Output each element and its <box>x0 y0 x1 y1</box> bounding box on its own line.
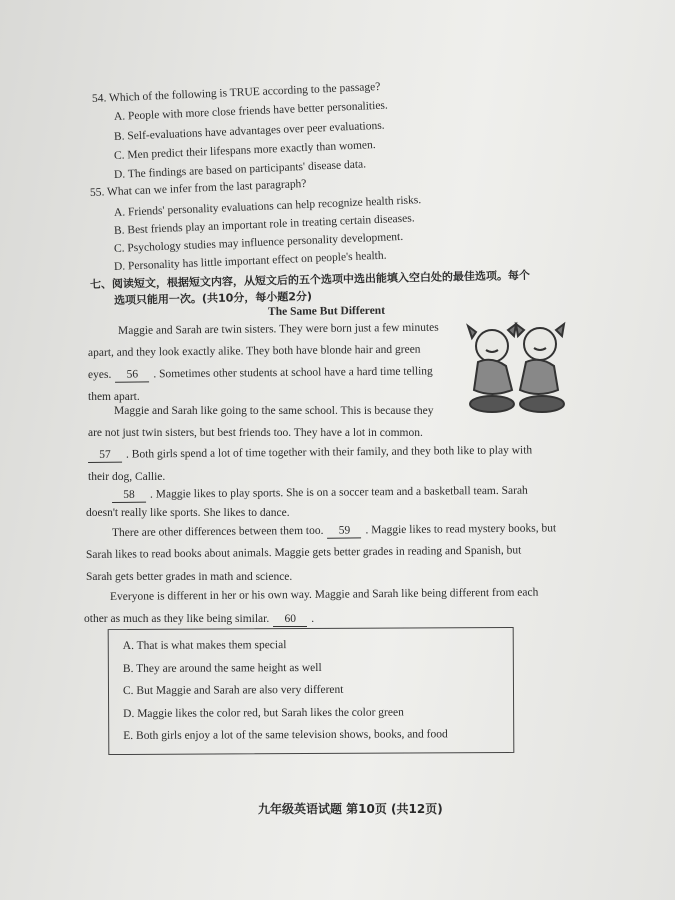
passage-line: them apart. <box>88 391 140 403</box>
passage-line: Sarah gets better grades in math and science. <box>86 571 293 583</box>
option: B. Best friends play an important role in treating certain diseases. <box>113 212 415 237</box>
option: D. The findings are based on participants' disease data. <box>113 158 367 181</box>
option: C. Men predict their lifespans more exactly than women. <box>113 139 376 162</box>
passage-line: their dog, Callie. <box>88 471 166 483</box>
text: . Maggie likes to read mystery books, but <box>365 522 557 537</box>
text: eyes. <box>87 368 112 381</box>
blank-60: 60 <box>273 612 307 627</box>
option: D. Personality has little important effect on people's health. <box>113 249 387 273</box>
option: A. People with more close friends have better personalities. <box>113 99 389 123</box>
text: . Both girls spend a lot of time together with their family, and they both like to play with <box>125 444 533 461</box>
passage-line: Maggie and Sarah are twin sisters. They were born just a few minutes <box>117 321 439 337</box>
choice-a: A. That is what makes them special <box>122 639 287 652</box>
section-instruction: 选项只能用一次。(共10分，每小题2分) <box>113 289 313 307</box>
question-stem: 55. What can we infer from the last paragraph? <box>89 177 307 199</box>
choice-c: C. But Maggie and Sarah are also very different <box>122 683 344 697</box>
choices-box <box>108 627 515 755</box>
option: B. Self-evaluations have advantages over peer evaluations. <box>113 119 385 143</box>
text: other as much as they like being similar. <box>84 613 270 625</box>
blank-58: 58 <box>112 488 146 503</box>
choice-b: B. They are around the same height as well <box>122 661 322 675</box>
passage-line <box>88 364 433 383</box>
passage-line <box>88 443 532 463</box>
passage-line: are not just twin sisters, but best friends too. They have a lot in common. <box>88 427 423 439</box>
text: There are other differences between them too. <box>111 524 324 539</box>
passage-line: doesn't really like sports. She likes to dance. <box>86 507 290 519</box>
passage-line: Everyone is different in her or his own way. Maggie and Sarah like being different from each <box>109 586 539 603</box>
question-stem: 54. Which of the following is TRUE according to the passage? <box>91 80 381 105</box>
passage-line: apart, and they look exactly alike. They both have blonde hair and green <box>87 343 421 359</box>
page-footer: 九年级英语试题 第10页 (共12页) <box>258 802 443 816</box>
passage-line: Maggie and Sarah like going to the same school. This is because they <box>114 405 434 417</box>
passage-line: Sarah likes to read books about animals. Maggie gets better grades in reading and Spanish, but <box>85 544 522 561</box>
passage-line <box>112 521 556 541</box>
passage-line <box>112 484 528 503</box>
blank-59: 59 <box>327 523 361 538</box>
text: . Maggie likes to play sports. She is on a soccer team and a basketball team. Sarah <box>149 484 528 501</box>
passage-line <box>84 612 314 627</box>
option: A. Friends' personality evaluations can help recognize health risks. <box>113 194 422 219</box>
passage-title: The Same But Different <box>267 304 386 318</box>
section-instruction: 七、阅读短文，根据短文内容，从短文后的五个选项中选出能填入空白处的最佳选项。每个 <box>89 268 531 291</box>
text: . <box>311 613 315 625</box>
twin-girls-illustration <box>462 318 572 418</box>
option: C. Psychology studies may influence personality development. <box>113 230 404 255</box>
choice-e: E. Both girls enjoy a lot of the same television shows, books, and food <box>123 728 448 742</box>
blank-57: 57 <box>88 448 122 463</box>
blank-56: 56 <box>115 367 149 382</box>
text: . Sometimes other students at school have a hard time telling <box>153 365 433 381</box>
choice-d: D. Maggie likes the color red, but Sarah likes the color green <box>123 706 404 720</box>
